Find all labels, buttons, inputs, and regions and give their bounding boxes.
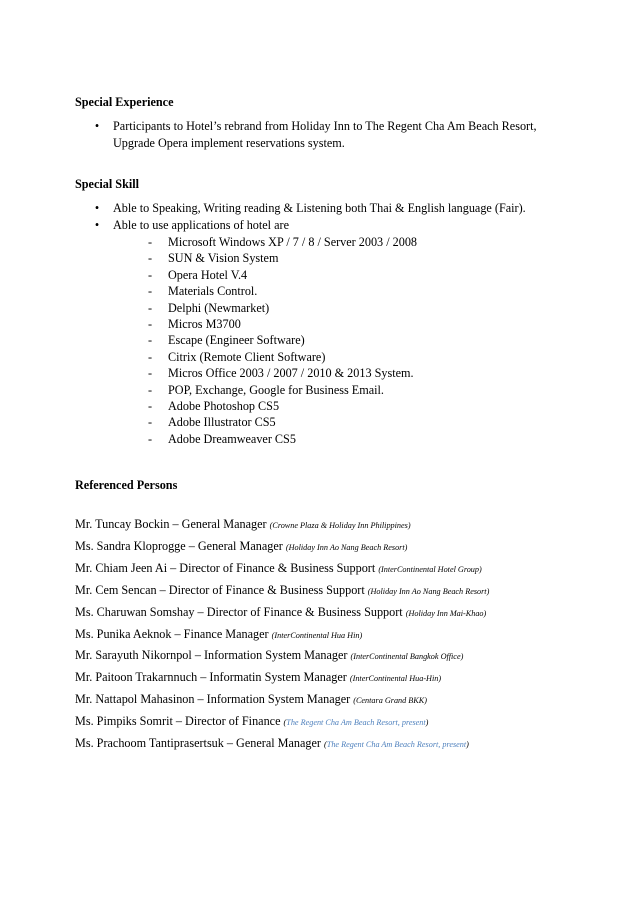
dash-marker: - (148, 251, 153, 265)
reference-name-title: Mr. Tuncay Bockin – General Manager (75, 517, 270, 531)
application-item: Micros Office 2003 / 2007 / 2010 & 2013 System. (168, 366, 414, 380)
dash-marker: - (148, 350, 153, 364)
application-item: Adobe Dreamweaver CS5 (168, 432, 296, 446)
reference-name-title: Ms. Punika Aeknok – Finance Manager (75, 627, 272, 641)
reference-person (75, 735, 469, 753)
reference-organization-close: ) (466, 740, 469, 749)
application-item: POP, Exchange, Google for Business Email. (168, 383, 384, 397)
reference-organization: (Holiday Inn Ao Nang Beach Resort) (367, 587, 490, 596)
application-item: Materials Control. (168, 284, 258, 298)
dash-marker: - (148, 366, 153, 380)
reference-person (75, 647, 463, 665)
dash-marker: - (148, 383, 153, 397)
application-item: Opera Hotel V.4 (168, 268, 248, 282)
dash-marker: - (148, 317, 153, 331)
reference-organization-current: The Regent Cha Am Beach Resort, present (326, 740, 467, 749)
reference-person (75, 691, 427, 709)
reference-organization: (InterContinental Hotel Group) (378, 565, 482, 574)
reference-organization: (Holiday Inn Mai-Khao) (405, 609, 487, 618)
referenced-persons-heading: Referenced Persons (75, 478, 178, 492)
application-item: Delphi (Newmarket) (168, 301, 270, 315)
reference-organization: (InterContinental Hua-Hin) (349, 674, 442, 683)
reference-organization: (Crowne Plaza & Holiday Inn Philippines) (269, 521, 411, 530)
reference-organization: (InterContinental Hua Hin) (271, 631, 363, 640)
reference-organization: (InterContinental Bangkok Office) (350, 652, 464, 661)
application-item: Adobe Photoshop CS5 (168, 399, 280, 413)
application-item: Micros M3700 (168, 317, 241, 331)
reference-person (75, 669, 441, 687)
reference-organization: (Centara Grand BKK) (353, 696, 427, 705)
bullet-icon: • (94, 119, 100, 133)
reference-person (75, 560, 482, 578)
reference-person (75, 538, 407, 556)
reference-organization-close: ) (425, 718, 429, 727)
experience-item-line-1: Participants to Hotel’s rebrand from Holiday Inn to The Regent Cha Am Beach Resort, (113, 119, 537, 133)
reference-organization: ( (324, 740, 327, 749)
reference-name-title: Ms. Sandra Kloprogge – General Manager (75, 539, 286, 553)
reference-person (75, 713, 428, 731)
reference-person (75, 582, 489, 600)
reference-name-title: Mr. Cem Sencan – Director of Finance & Business Support (75, 583, 368, 597)
dash-marker: - (148, 432, 153, 446)
application-item: Microsoft Windows XP / 7 / 8 / Server 2003 / 2008 (168, 235, 418, 249)
reference-name-title: Ms. Prachoom Tantiprasertsuk – General Manager (75, 736, 325, 750)
special-experience-heading: Special Experience (75, 95, 174, 109)
dash-marker: - (148, 301, 153, 315)
reference-name-title: Ms. Pimpiks Somrit – Director of Finance (75, 714, 284, 728)
reference-name-title: Ms. Charuwan Somshay – Director of Finance & Business Support (75, 605, 406, 619)
dash-marker: - (148, 268, 153, 282)
experience-item-line-2: Upgrade Opera implement reservations system. (113, 136, 345, 150)
skill-item-language: Able to Speaking, Writing reading & Listening both Thai & English language (Fair). (113, 201, 526, 215)
dash-marker: - (148, 415, 153, 429)
application-item: Adobe Illustrator CS5 (168, 415, 276, 429)
application-item: SUN & Vision System (168, 251, 279, 265)
application-item: Citrix (Remote Client Software) (168, 350, 326, 364)
special-skill-heading: Special Skill (75, 177, 140, 191)
reference-organization-current: The Regent Cha Am Beach Resort, present (286, 718, 426, 727)
reference-person (75, 604, 486, 622)
bullet-icon: • (94, 218, 100, 232)
reference-organization: (Holiday Inn Ao Nang Beach Resort) (285, 543, 408, 552)
reference-name-title: Mr. Chiam Jeen Ai – Director of Finance & Business Support (75, 561, 379, 575)
skill-item-applications: Able to use applications of hotel are (113, 218, 289, 232)
reference-name-title: Mr. Nattapol Mahasinon – Information System Manager (75, 692, 354, 706)
reference-organization: ( (283, 718, 287, 727)
reference-person (75, 626, 362, 644)
dash-marker: - (148, 235, 153, 249)
dash-marker: - (148, 399, 153, 413)
bullet-icon: • (94, 201, 100, 215)
reference-person (75, 516, 411, 534)
dash-marker: - (148, 284, 153, 298)
reference-name-title: Mr. Paitoon Trakarnnuch – Informatin System Manager (75, 670, 350, 684)
dash-marker: - (148, 333, 153, 347)
application-item: Escape (Engineer Software) (168, 333, 305, 347)
reference-name-title: Mr. Sarayuth Nikornpol – Information System Manager (75, 648, 351, 662)
